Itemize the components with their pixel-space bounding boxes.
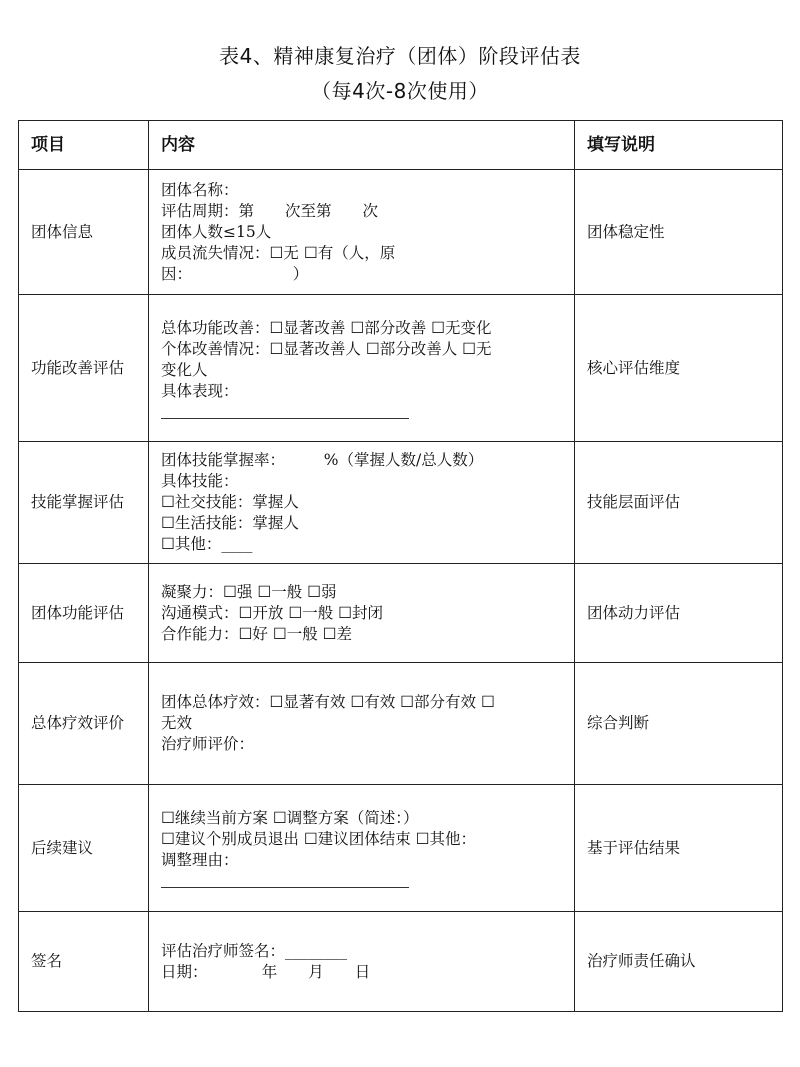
header-row	[19, 121, 783, 170]
row-note-signature: 治疗师责任确认	[575, 912, 783, 1012]
table-row	[19, 663, 783, 785]
content-line: ☐其他：____	[161, 535, 253, 553]
content-line: 无效	[161, 714, 193, 732]
table-row	[19, 564, 783, 663]
assessment-table	[18, 120, 783, 1012]
row-item-signature: 签名	[19, 912, 149, 1012]
content-line: ☐社交技能：掌握人	[161, 493, 299, 511]
row-note-group-info: 团体稳定性	[575, 170, 783, 295]
content-line: 团体名称：	[161, 180, 239, 199]
row-item-group-function: 团体功能评估	[19, 564, 149, 663]
content-line: 沟通模式：☐开放 ☐一般 ☐封闭	[161, 603, 384, 622]
content-line: ☐继续当前方案 ☐调整方案（简述：）	[161, 809, 419, 827]
content-line: 成员流失情况：☐无 ☐有（人，原	[161, 243, 396, 262]
table-row	[19, 912, 783, 1012]
row-item-function: 功能改善评估	[19, 295, 149, 442]
row-note-efficacy: 综合判断	[575, 663, 783, 785]
table-row	[19, 295, 783, 442]
content-line: 团体人数≤15人	[161, 222, 272, 241]
row-content-skills	[149, 442, 575, 564]
content-line: 具体技能：	[161, 472, 239, 490]
header-content: 内容	[149, 121, 575, 170]
header-notes: 填写说明	[575, 121, 783, 170]
row-content-signature	[149, 912, 575, 1012]
blank-write-line[interactable]	[161, 873, 409, 888]
table-row	[19, 785, 783, 912]
form-subtitle: （每4次-8次使用）	[311, 79, 489, 103]
row-note-followup: 基于评估结果	[575, 785, 783, 912]
content-line: 评估周期：第 次至第 次	[161, 201, 379, 220]
row-content-function	[149, 295, 575, 442]
content-line: 日期： 年 月 日	[161, 962, 371, 981]
blank-write-line[interactable]	[161, 404, 409, 419]
content-line: 因： ）	[161, 264, 309, 283]
row-content-efficacy	[149, 663, 575, 785]
content-line: 凝聚力：☐强 ☐一般 ☐弱	[161, 582, 337, 601]
content-line: 团体总体疗效：☐显著有效 ☐有效 ☐部分有效 ☐	[161, 693, 495, 711]
table-row	[19, 442, 783, 564]
row-item-skills: 技能掌握评估	[19, 442, 149, 564]
header-item: 项目	[19, 121, 149, 170]
content-line: 团体技能掌握率： %（掌握人数/总人数）	[161, 451, 484, 469]
content-line: 具体表现：	[161, 381, 239, 400]
content-line: 治疗师评价：	[161, 735, 255, 753]
content-line: 评估治疗师签名：________	[161, 941, 348, 960]
row-item-followup: 后续建议	[19, 785, 149, 912]
content-line: ☐生活技能：掌握人	[161, 514, 299, 532]
content-line: ☐建议个别成员退出 ☐建议团体结束 ☐其他：	[161, 830, 477, 848]
content-line: 变化人	[161, 360, 208, 379]
row-item-efficacy: 总体疗效评价	[19, 663, 149, 785]
row-content-group-info	[149, 170, 575, 295]
content-line: 合作能力：☐好 ☐一般 ☐差	[161, 624, 353, 643]
row-note-skills: 技能层面评估	[575, 442, 783, 564]
row-content-group-function	[149, 564, 575, 663]
content-line: 个体改善情况：☐显著改善人 ☐部分改善人 ☐无	[161, 339, 492, 358]
row-content-followup	[149, 785, 575, 912]
table-row	[19, 170, 783, 295]
row-note-group-function: 团体动力评估	[575, 564, 783, 663]
row-item-group-info: 团体信息	[19, 170, 149, 295]
row-note-function: 核心评估维度	[575, 295, 783, 442]
form-title: 表4、精神康复治疗（团体）阶段评估表	[219, 44, 581, 68]
content-line: 调整理由：	[161, 851, 239, 869]
content-line: 总体功能改善：☐显著改善 ☐部分改善 ☐无变化	[161, 318, 492, 337]
